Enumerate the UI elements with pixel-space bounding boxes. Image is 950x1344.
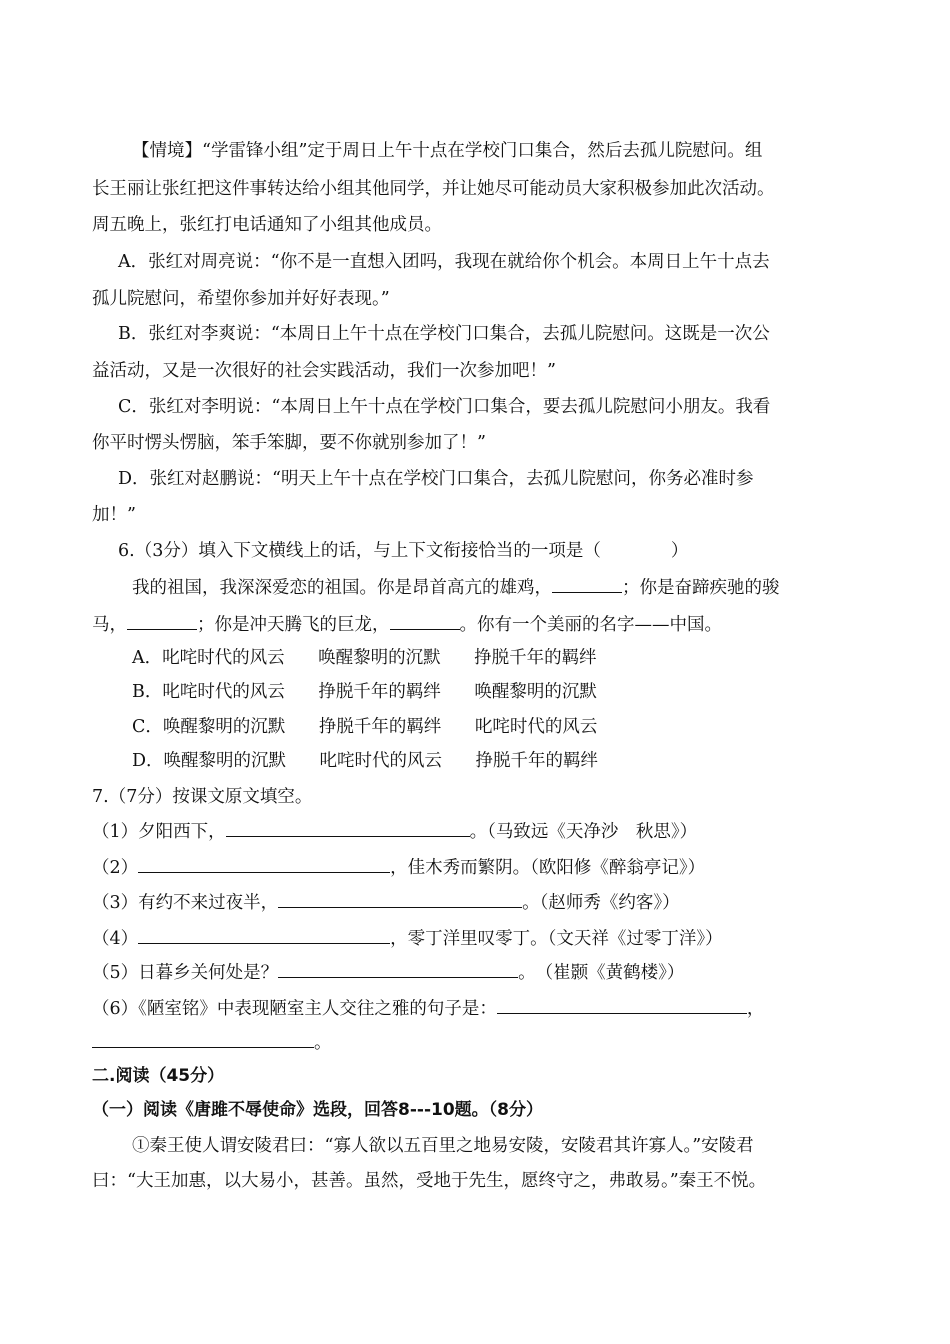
option-phrase: 挣脱千年的羁绊	[475, 751, 599, 771]
option-a-line-2: 孤儿院慰问，希望你参加并好好表现。”	[92, 289, 390, 309]
question-6-option-a[interactable]	[132, 646, 597, 670]
option-phrase: 唤醒黎明的沉默	[474, 682, 597, 702]
option-phrase: 叱咤时代的风云	[474, 717, 598, 737]
item-text: （1）夕阳西下，	[92, 822, 226, 842]
question-7-item-2	[92, 854, 705, 880]
item-text: （6）《陋室铭》中表现陋室主人交往之雅的句子是：	[92, 999, 497, 1019]
passage-text: ；你是奋蹄疾驰的骏	[622, 578, 780, 598]
option-b-line-2: 益活动，又是一次很好的社会实践活动，我们一次参加吧！”	[92, 361, 556, 381]
option-c-line-1: C．张红对李明说：“本周日上午十点在学校门口集合，要去孤儿院慰问小朋友。我看	[118, 397, 771, 417]
item-text: （5）日暮乡关何处是？	[92, 963, 279, 983]
option-phrase: 挣脱千年的羁绊	[474, 648, 597, 668]
option-label: B．	[132, 682, 163, 702]
question-7-item-4	[92, 925, 723, 951]
question-7-item-6-continued	[92, 1029, 332, 1055]
option-phrase: 挣脱千年的羁绊	[318, 682, 441, 702]
item-text: ，零丁洋里叹零丁。（文天祥《过零丁洋》）	[390, 929, 723, 949]
answer-blank[interactable]	[390, 611, 460, 630]
option-d-line-2: 加！”	[92, 505, 136, 525]
option-label: A．	[132, 648, 163, 668]
item-text: 。（马致远《天净沙 秋思》）	[469, 822, 698, 842]
option-phrase: 唤醒黎明的沉默	[162, 717, 286, 737]
question-7-item-3	[92, 889, 680, 915]
answer-blank[interactable]	[278, 959, 518, 978]
item-text: 。	[314, 1033, 332, 1053]
situation-line-3: 周五晚上，张红打电话通知了小组其他成员。	[92, 215, 442, 235]
answer-blank[interactable]	[552, 574, 622, 593]
option-a-line-1: A．张红对周亮说：“你不是一直想入团吗，我现在就给你个机会。本周日上午十点去	[118, 252, 770, 272]
question-7-item-5	[92, 959, 684, 985]
option-d-line-1: D．张红对赵鹏说：“明天上午十点在学校门口集合，去孤儿院慰问，你务必准时参	[118, 469, 754, 489]
question-6-option-d[interactable]	[132, 749, 598, 773]
question-6-stem: 6.（3分）填入下文横线上的话，与上下文衔接恰当的一项是（ ）	[118, 541, 689, 561]
option-phrase: 叱咤时代的风云	[319, 751, 443, 771]
item-text: （3）有约不来过夜半，	[92, 893, 279, 913]
question-6-option-c[interactable]	[132, 715, 597, 739]
answer-blank[interactable]	[497, 995, 747, 1014]
passage-text: ；你是冲天腾飞的巨龙，	[197, 615, 390, 635]
option-phrase: 叱咤时代的风云	[162, 648, 285, 668]
answer-blank[interactable]	[127, 611, 197, 630]
question-6-passage-line-1	[132, 574, 780, 600]
situation-line-2: 长王丽让张红把这件事转达给小组其他同学，并让她尽可能动员大家积极参加此次活动。	[92, 179, 775, 199]
reading-paragraph-line-2: 曰：“大王加惠，以大易小，甚善。虽然，受地于先生，愿终守之，弗敢易。”秦王不悦。	[92, 1171, 767, 1191]
option-phrase: 唤醒黎明的沉默	[163, 751, 287, 771]
question-6-passage-line-2	[92, 611, 722, 637]
option-label: C．	[132, 717, 163, 737]
option-phrase: 挣脱千年的羁绊	[318, 717, 442, 737]
passage-text: 。你有一个美丽的名字——中国。	[459, 615, 722, 635]
answer-blank[interactable]	[226, 818, 470, 837]
reading-subheading: （一）阅读《唐雎不辱使命》选段，回答8---10题。（8分）	[92, 1100, 543, 1120]
option-c-line-2: 你平时愣头愣脑，笨手笨脚，要不你就别参加了！”	[92, 433, 486, 453]
question-6-option-b[interactable]	[132, 680, 597, 704]
item-text: 。（赵师秀《约客》）	[522, 893, 680, 913]
answer-blank[interactable]	[138, 854, 390, 873]
option-label: D．	[132, 751, 164, 771]
item-text: （2）	[92, 858, 139, 878]
question-7-stem: 7.（7分）按课文原文填空。	[92, 787, 313, 807]
passage-text: 我的祖国，我深深爱恋的祖国。你是昂首高亢的雄鸡，	[132, 578, 552, 598]
reading-paragraph-line-1: ①秦王使人谓安陵君曰：“寡人欲以五百里之地易安陵，安陵君其许寡人。”安陵君	[132, 1136, 754, 1156]
item-text: 。 （崔颢《黄鹤楼》）	[518, 963, 685, 983]
item-text: ，佳木秀而繁阴。（欧阳修《醉翁亭记》）	[390, 858, 706, 878]
answer-blank[interactable]	[92, 1029, 314, 1048]
question-7-item-1	[92, 818, 697, 844]
question-7-item-6	[92, 995, 764, 1021]
passage-text: 马，	[92, 615, 127, 635]
option-phrase: 唤醒黎明的沉默	[318, 648, 441, 668]
item-text: ，	[746, 999, 765, 1019]
option-phrase: 叱咤时代的风云	[162, 682, 285, 702]
answer-blank[interactable]	[138, 925, 390, 944]
item-text: （4）	[92, 929, 139, 949]
answer-blank[interactable]	[278, 889, 522, 908]
situation-line-1: 【情境】“学雷锋小组”定于周日上午十点在学校门口集合，然后去孤儿院慰问。组	[132, 141, 763, 161]
section-heading-reading: 二.阅读（45分）	[92, 1066, 225, 1086]
option-b-line-1: B．张红对李爽说：“本周日上午十点在学校门口集合，去孤儿院慰问。这既是一次公	[118, 324, 770, 344]
